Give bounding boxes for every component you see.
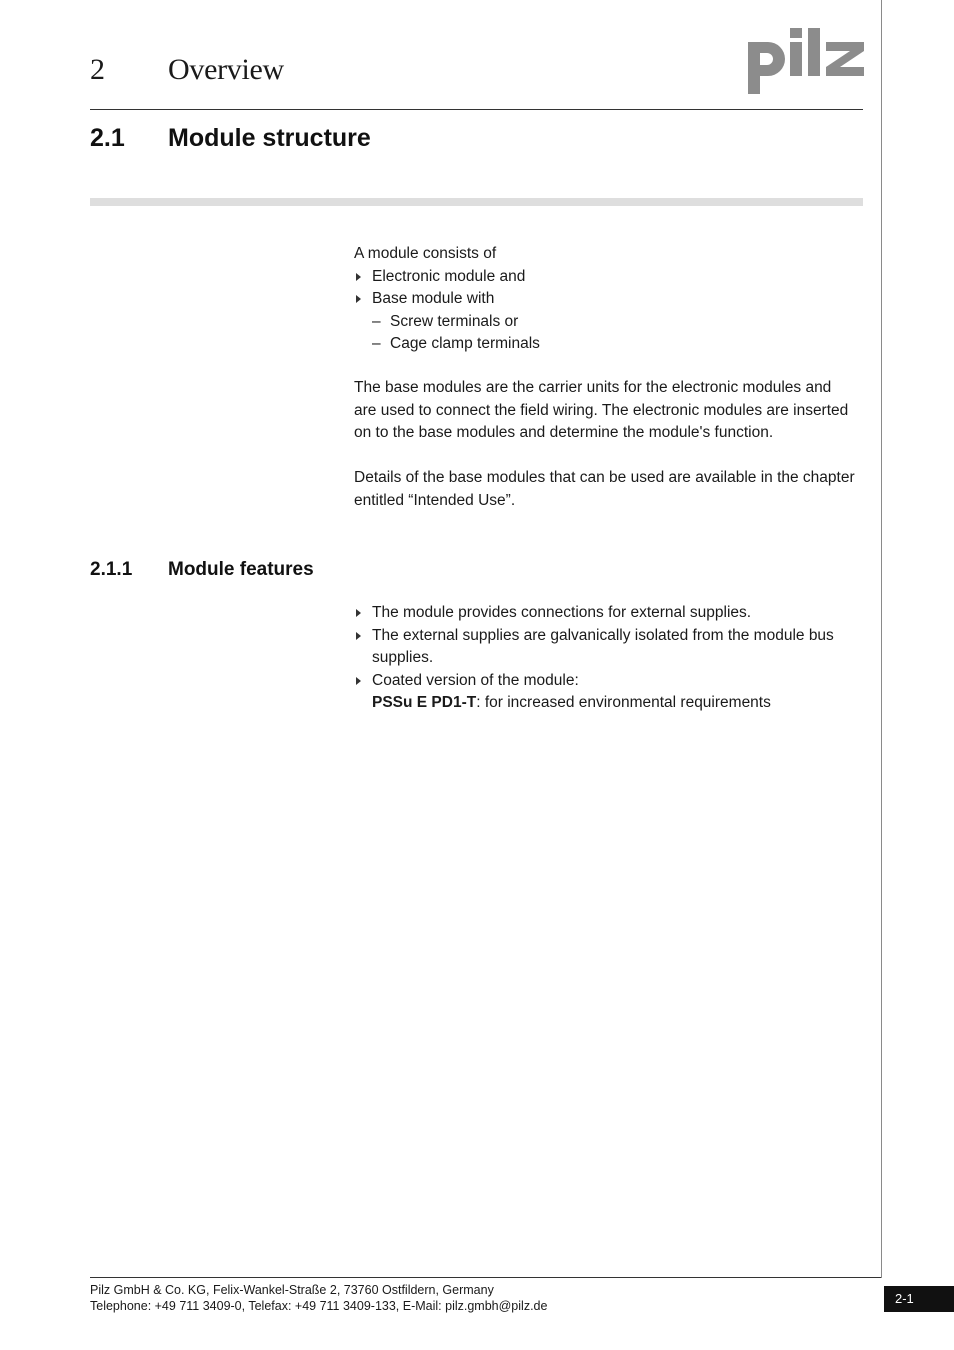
- list-item: [354, 625, 864, 648]
- footer-contact: Telephone: +49 711 3409-0, Telefax: +49 711 3409-133, E-Mail: pilz.gmbh@pilz.de: [90, 1299, 548, 1313]
- product-name: PSSu E PD1-T: [372, 694, 477, 711]
- triangle-bullet-icon: [356, 632, 361, 640]
- subsection-title: Module features: [168, 559, 314, 580]
- triangle-bullet-icon: [356, 609, 361, 617]
- paragraph-line: are used to connect the field wiring. The electronic modules are inserted: [354, 401, 849, 419]
- paragraph-base-modules: [354, 377, 864, 445]
- subsection-number: 2.1.1: [90, 559, 133, 580]
- product-line: [354, 692, 864, 715]
- pilz-logo: [748, 28, 866, 94]
- section-title: Module structure: [168, 124, 371, 152]
- list-item-label: Electronic module and: [372, 267, 526, 285]
- module-features-list: [354, 602, 864, 715]
- paragraph-details: [354, 467, 864, 512]
- module-composition-list: [354, 243, 864, 356]
- list-item-continuation: supplies.: [372, 649, 434, 666]
- list-item-label: The module provides connections for external supplies.: [372, 604, 752, 621]
- list-item: [354, 266, 864, 289]
- page-edge-line: [881, 0, 882, 1278]
- product-description: : for increased environmental requirements: [476, 694, 771, 711]
- chapter-number: 2: [90, 53, 105, 86]
- sub-list-item-label: Screw terminals or: [390, 312, 519, 330]
- section-number: 2.1: [90, 124, 125, 152]
- section-divider-bar: [90, 198, 863, 206]
- dash-bullet-icon: –: [372, 312, 381, 330]
- paragraph-line: The base modules are the carrier units for the electronic modules and: [354, 379, 832, 396]
- list-item-label: The external supplies are galvanically isolated from the module bus: [372, 626, 834, 644]
- intro-text: A module consists of: [354, 245, 497, 262]
- paragraph-line: entitled “Intended Use”.: [354, 491, 516, 509]
- list-item: [354, 602, 864, 625]
- list-item-label: Coated version of the module:: [372, 671, 579, 689]
- dash-bullet-icon: –: [372, 335, 381, 352]
- paragraph-line: on to the base modules and determine the module's function.: [354, 424, 774, 441]
- list-item-label: Base module with: [372, 290, 495, 307]
- sub-list-item: [354, 311, 864, 334]
- page-number: 2-1: [884, 1286, 954, 1312]
- list-item: [354, 670, 864, 693]
- chapter-title: Overview: [168, 53, 284, 86]
- triangle-bullet-icon: [356, 295, 361, 303]
- sub-list-item: [354, 333, 864, 356]
- triangle-bullet-icon: [356, 273, 361, 281]
- footer-address: Pilz GmbH & Co. KG, Felix-Wankel-Straße 2, 73760 Ostfildern, Germany: [90, 1283, 494, 1297]
- footer-rule: [90, 1277, 881, 1278]
- sub-list-item-label: Cage clamp terminals: [390, 335, 540, 352]
- list-item: [354, 288, 864, 311]
- paragraph-line: Details of the base modules that can be used are available in the chapter: [354, 469, 855, 486]
- triangle-bullet-icon: [356, 677, 361, 685]
- header-rule: [90, 109, 863, 110]
